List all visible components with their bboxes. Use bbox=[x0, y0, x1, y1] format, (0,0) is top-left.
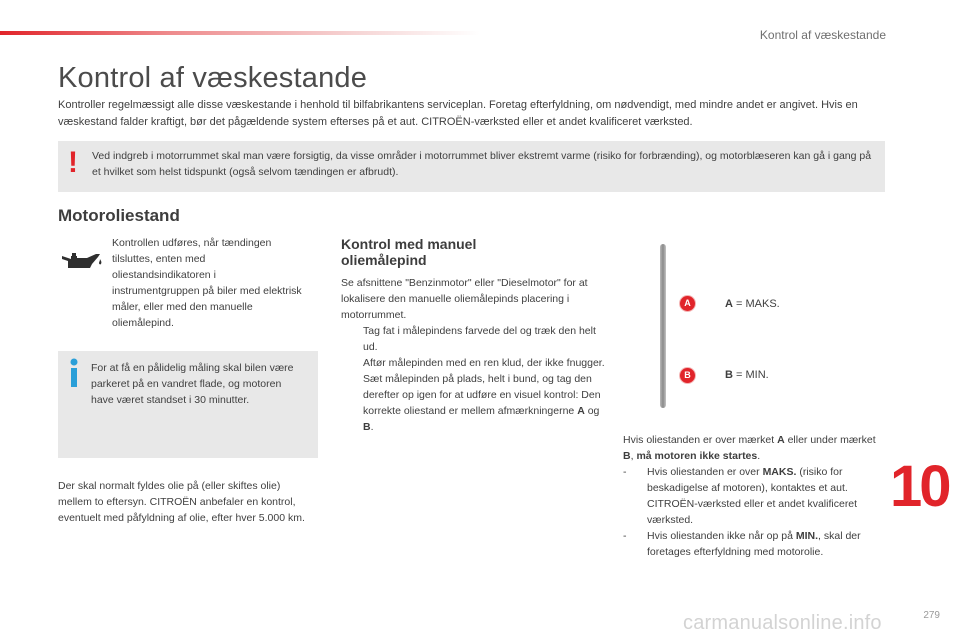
dipstick-illustration bbox=[660, 244, 666, 408]
section-title-manual-dipstick: Kontrol med manuel oliemålepind bbox=[341, 236, 477, 268]
level-intro-b: B bbox=[623, 450, 631, 462]
mark-a-ref: A bbox=[577, 405, 585, 417]
mark-b-badge: B bbox=[680, 368, 695, 383]
manual-dipstick-instructions bbox=[341, 275, 606, 435]
warning-box bbox=[58, 141, 885, 192]
header-accent-bar bbox=[0, 31, 480, 35]
section-title-motor-oil: Motoroliestand bbox=[58, 206, 180, 225]
step-item bbox=[341, 323, 606, 355]
min-label-text: = MIN. bbox=[732, 369, 769, 381]
level-under-item bbox=[623, 528, 888, 560]
min-label bbox=[725, 369, 769, 381]
level-intro-comma: , bbox=[630, 450, 637, 462]
mark-a-badge: A bbox=[680, 296, 695, 311]
level-intro-a: A bbox=[777, 434, 785, 446]
step-text: Sæt målepinden på plads, helt i bund, og tag den derefter op igen for at udføre en visuel kontrol: Den korrekte oliestand er mellem afmærkningerne bbox=[363, 373, 601, 417]
oil-check-description: Kontrollen udføres, når tændingen tilsluttes, enten med oliestandsindikatoren i instrumentgruppen på biler med elektrisk måler, eller med den manuelle oliemålepind. bbox=[112, 237, 302, 329]
level-intro-text: Hvis oliestanden er over mærket bbox=[623, 434, 778, 446]
page-number: 279 bbox=[923, 610, 940, 621]
dash-bullet: - bbox=[623, 466, 627, 478]
watermark: carmanualsonline.info bbox=[683, 612, 882, 634]
max-label bbox=[725, 298, 780, 310]
step-item bbox=[341, 371, 606, 435]
level-intro-warning: må motoren ikke startes bbox=[636, 450, 758, 462]
page-title: Kontrol af væskestande bbox=[58, 62, 368, 94]
chapter-number: 10 bbox=[890, 454, 949, 519]
step-text: Tag fat i målepindens farvede del og træk den helt ud. bbox=[363, 325, 596, 353]
level-under-min: MIN. bbox=[795, 530, 819, 542]
mark-b-ref: B bbox=[363, 421, 371, 433]
step-text-mid: og bbox=[584, 405, 600, 417]
level-over-item bbox=[623, 464, 888, 528]
manual-intro: Se afsnittene "Benzinmotor" eller "Dieselmotor" for at lokalisere den manuelle oliemålepinds placering i motorrummet. bbox=[341, 277, 588, 321]
level-over-text: Hvis oliestanden er over bbox=[647, 466, 763, 478]
level-over-max: MAKS. bbox=[762, 466, 797, 478]
warning-text: Ved indgreb i motorrummet skal man være forsigtig, da visse områder i motorrummet bliver ekstremt varme (risiko for forbrænding), og motorblæseren kan gå i gang på et hvilket som helst tidspunkt (også selvom tændingen er afbrudt). bbox=[92, 150, 872, 178]
warning-icon: ! bbox=[68, 146, 78, 179]
level-intro bbox=[623, 432, 888, 464]
info-box bbox=[58, 351, 318, 458]
step-text-end: . bbox=[370, 421, 374, 433]
level-under-rest: , skal der foretages efterfyldning med motorolie. bbox=[647, 530, 861, 558]
step-text: Aftør målepinden med en ren klud, der ikke fnugger. bbox=[363, 357, 605, 369]
info-icon bbox=[69, 358, 79, 388]
intro-paragraph: Kontroller regelmæssigt alle disse væskestande i henhold til bilfabrikantens serviceplan. Foretag efterfyldning, om nødvendigt, med mindre andet er angivet. Hvis en væskestand falder kraftigt, bør det pågældende system efterses på et aut. CITROËN-værksted eller et andet kvalificeret værksted. bbox=[58, 99, 858, 128]
max-label-text: = MAKS. bbox=[732, 298, 780, 310]
level-intro-mid: eller under mærket bbox=[784, 434, 876, 446]
oil-can-icon bbox=[60, 250, 104, 274]
min-label-letter: B bbox=[725, 369, 733, 381]
info-text: For at få en pålidelig måling skal bilen være parkeret på en vandret flade, og motoren have været standset i 30 minutter. bbox=[91, 362, 294, 406]
level-over-rest: (risiko for beskadigelse af motoren), kontaktes et aut. CITROËN-værksted eller et andet kvalificeret værksted. bbox=[647, 466, 858, 526]
dash-bullet: - bbox=[623, 530, 627, 542]
level-under-text: Hvis oliestanden ikke når op på bbox=[647, 530, 796, 542]
oil-level-guidance bbox=[623, 432, 888, 560]
running-header: Kontrol af væskestande bbox=[759, 28, 886, 42]
max-label-letter: A bbox=[725, 298, 733, 310]
step-item bbox=[341, 355, 606, 371]
oil-fill-paragraph: Der skal normalt fyldes olie på (eller skiftes olie) mellem to eftersyn. CITROËN anbefaler en kontrol, eventuelt med påfyldning af olie, efter hver 5.000 km. bbox=[58, 480, 305, 524]
level-intro-end: . bbox=[757, 450, 761, 462]
